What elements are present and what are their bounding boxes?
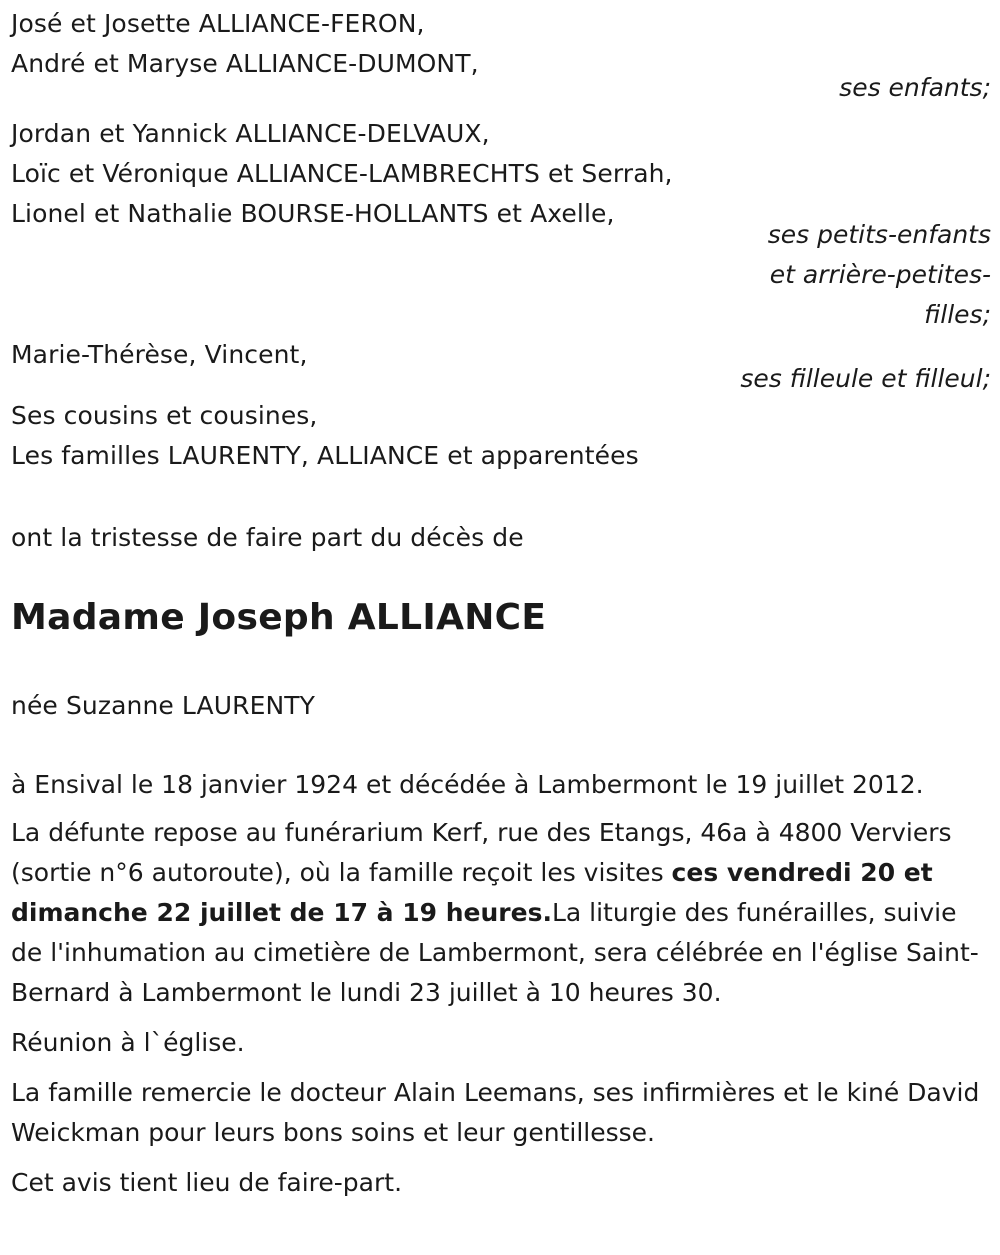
grandchildren-role-line: ses petits-enfants bbox=[767, 220, 991, 249]
birth-name: née Suzanne LAURENTY bbox=[11, 691, 316, 720]
reunion-paragraph: Réunion à l`église. bbox=[11, 1028, 245, 1057]
deceased-name: Madame Joseph ALLIANCE bbox=[11, 597, 547, 638]
funeral-text: La liturgie des funérailles, suivie de l'inhumation au cimetière de Lambermont, sera célébrée en l'église Saint-Bernard à Lambermont le lundi 23 juillet à 10 heures 30. bbox=[11, 898, 979, 1007]
relatives-line: Les familles LAURENTY, ALLIANCE et apparentées bbox=[11, 441, 639, 470]
grandchild-line: Loïc et Véronique ALLIANCE-LAMBRECHTS et Serrah, bbox=[11, 159, 673, 188]
visitation-hours: ces vendredi 20 et dimanche 22 juillet de 17 à 19 heures. bbox=[11, 858, 933, 927]
notice-body bbox=[11, 765, 986, 1213]
closing-paragraph: Cet avis tient lieu de faire-part. bbox=[11, 1168, 403, 1197]
announcement-text: ont la tristesse de faire part du décès de bbox=[11, 523, 524, 552]
grandchild-line: Lionel et Nathalie BOURSE-HOLLANTS et Axelle, bbox=[11, 199, 615, 228]
grandchildren-role bbox=[768, 215, 991, 335]
grandchildren-group bbox=[11, 114, 991, 329]
death-notice bbox=[11, 4, 991, 1197]
godchildren-group bbox=[11, 335, 991, 393]
children-role: ses enfants; bbox=[839, 73, 991, 102]
grandchildren-role-line: filles; bbox=[924, 300, 991, 329]
visitation-text: La défunte repose au funérarium Kerf, rue des Etangs, 46a à 4800 Verviers (sortie n°6 autoroute), où la famille reçoit les visites bbox=[11, 818, 952, 887]
child-line: José et Josette ALLIANCE-FERON, bbox=[11, 9, 425, 38]
grandchild-line: Jordan et Yannick ALLIANCE-DELVAUX, bbox=[11, 119, 490, 148]
visitation-paragraph bbox=[11, 813, 986, 1013]
dates-paragraph: à Ensival le 18 janvier 1924 et décédée à Lambermont le 19 juillet 2012. bbox=[11, 770, 924, 799]
godchildren-line: Marie-Thérèse, Vincent, bbox=[11, 340, 308, 369]
thanks-paragraph: La famille remercie le docteur Alain Leemans, ses infirmières et le kiné David Weickman pour leurs bons soins et leur gentillesse. bbox=[11, 1078, 980, 1147]
relatives-line: Ses cousins et cousines, bbox=[11, 401, 318, 430]
children-group bbox=[11, 4, 991, 126]
child-line: André et Maryse ALLIANCE-DUMONT, bbox=[11, 49, 479, 78]
grandchildren-role-line: et arrière-petites- bbox=[769, 260, 991, 289]
other-relatives-group bbox=[11, 396, 991, 476]
godchildren-role: ses filleule et filleul; bbox=[740, 364, 991, 393]
